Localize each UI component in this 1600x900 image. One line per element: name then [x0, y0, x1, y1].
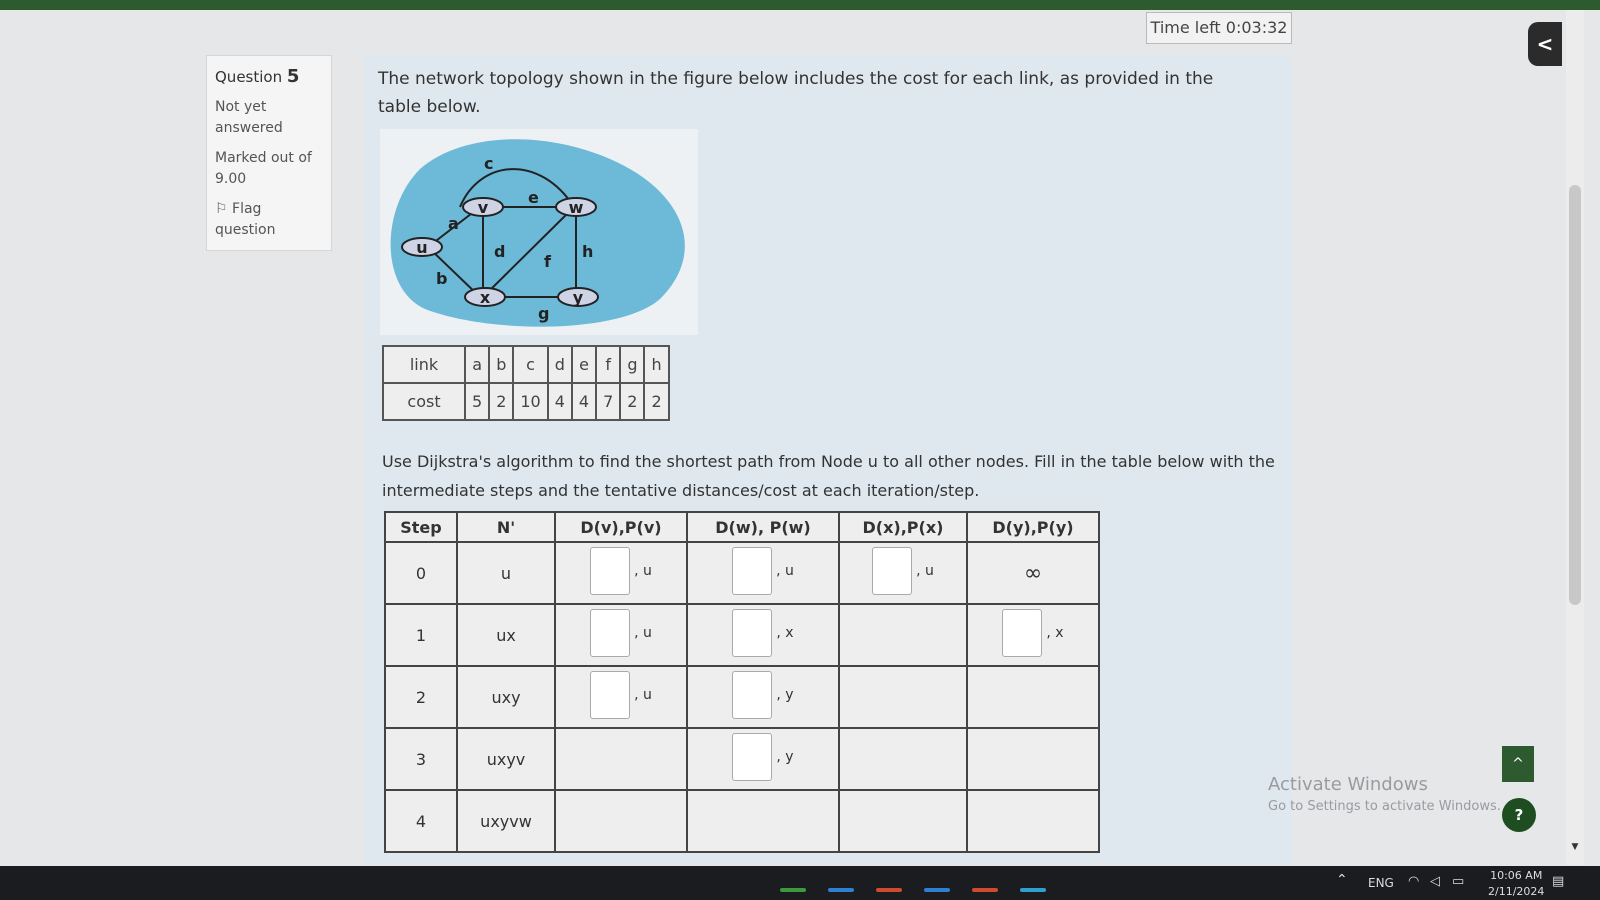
edge-g-label: g [538, 304, 550, 323]
taskbar-app-indicator[interactable] [828, 888, 854, 892]
column-header-dx: D(x),P(x) [839, 512, 967, 542]
n-prime-cell: u [457, 542, 555, 604]
distance-answer-group [590, 609, 652, 657]
predecessor-label: , u [916, 563, 934, 579]
page-scrollbar[interactable] [1566, 10, 1584, 865]
taskbar-clock[interactable]: 10:06 AM 2/11/2024 [1488, 869, 1545, 898]
link-cell: e [572, 346, 596, 383]
cost-header: cost [383, 383, 465, 420]
n-prime-cell: uxyv [457, 728, 555, 790]
notifications-icon[interactable]: ▤ [1552, 874, 1565, 889]
node-x [465, 288, 505, 307]
dijkstra-header-row [385, 512, 1099, 542]
node-w [556, 198, 596, 217]
chevron-up-icon: ^ [1512, 756, 1524, 772]
svg-text:x: x [479, 288, 491, 307]
windows-activation-notice: Activate Windows Go to Settings to activate Windows. [1268, 774, 1501, 814]
network-topology-svg [380, 129, 698, 335]
distance-static-value: ∞ [1023, 560, 1043, 586]
distance-cell [687, 542, 839, 604]
taskbar-app-indicator[interactable] [876, 888, 902, 892]
distance-answer-input[interactable] [732, 733, 772, 781]
cost-cell: 4 [548, 383, 572, 420]
dijkstra-row [385, 790, 1099, 852]
distance-cell [687, 666, 839, 728]
dijkstra-row [385, 666, 1099, 728]
edge-h-label: h [582, 242, 594, 261]
step-cell: 1 [385, 604, 457, 666]
wifi-icon[interactable]: ◠ [1408, 874, 1420, 889]
step-cell: 4 [385, 790, 457, 852]
windows-taskbar [0, 866, 1600, 900]
distance-cell [839, 790, 967, 852]
time-left-indicator: Time left 0:03:32 [1146, 12, 1292, 44]
predecessor-label: , y [776, 749, 794, 765]
svg-text:y: y [572, 288, 584, 307]
cost-cell: 7 [596, 383, 620, 420]
n-prime-cell: uxy [457, 666, 555, 728]
question-content [364, 55, 1292, 865]
dijkstra-instructions: Use Dijkstra's algorithm to find the shortest path from Node u to all other nodes. Fill in the table below with the intermediate steps and the tentative distances/cost at each iteration/step. [382, 452, 1275, 500]
node-u [402, 238, 442, 257]
predecessor-label: , x [1046, 625, 1064, 641]
scroll-down-arrow-icon[interactable]: ▼ [1571, 842, 1579, 852]
svg-text:u: u [416, 238, 428, 257]
back-to-top-button[interactable] [1502, 746, 1534, 782]
cost-cell: 10 [513, 383, 547, 420]
step-cell: 0 [385, 542, 457, 604]
question-marks: Marked out of 9.00 [215, 150, 312, 187]
cost-cell: 2 [644, 383, 668, 420]
distance-answer-group [732, 671, 793, 719]
distance-cell [967, 542, 1099, 604]
distance-answer-input[interactable] [1002, 609, 1042, 657]
cost-cell: 5 [465, 383, 489, 420]
flag-question-link[interactable]: ⚐ Flag question [215, 201, 276, 238]
taskbar-app-icons [780, 888, 1046, 892]
distance-answer-group [1002, 609, 1063, 657]
cost-cell: 2 [489, 383, 513, 420]
link-header: link [383, 346, 465, 383]
distance-cell [555, 790, 687, 852]
cost-row [383, 383, 669, 420]
link-cell: d [548, 346, 572, 383]
node-y [558, 288, 598, 307]
distance-answer-group [590, 671, 652, 719]
distance-answer-input[interactable] [732, 609, 772, 657]
column-header-n-prime: N' [457, 512, 555, 542]
predecessor-label: , u [634, 625, 652, 641]
network-topology-figure [380, 129, 698, 335]
dijkstra-row [385, 728, 1099, 790]
distance-answer-group [732, 547, 794, 595]
taskbar-app-indicator[interactable] [780, 888, 806, 892]
dijkstra-row [385, 542, 1099, 604]
top-nav-bar [0, 0, 1600, 10]
n-prime-cell: uxyvw [457, 790, 555, 852]
distance-cell [839, 542, 967, 604]
taskbar-app-indicator[interactable] [924, 888, 950, 892]
distance-cell [967, 604, 1099, 666]
link-cell: h [644, 346, 668, 383]
link-cell: f [596, 346, 620, 383]
svg-text:v: v [477, 198, 489, 217]
taskbar-app-indicator[interactable] [1020, 888, 1046, 892]
distance-cell [555, 604, 687, 666]
svg-text:w: w [568, 198, 584, 217]
predecessor-label: , x [776, 625, 794, 641]
distance-answer-input[interactable] [732, 547, 772, 595]
link-row [383, 346, 669, 383]
question-info-panel [206, 55, 332, 251]
distance-cell [687, 604, 839, 666]
volume-icon[interactable]: ◁ [1430, 874, 1440, 889]
distance-cell [839, 666, 967, 728]
step-cell: 2 [385, 666, 457, 728]
step-cell: 3 [385, 728, 457, 790]
cost-cell: 4 [572, 383, 596, 420]
distance-answer-group [872, 547, 934, 595]
dijkstra-answer-table [384, 511, 1100, 853]
distance-answer-group [732, 609, 793, 657]
link-cell: g [620, 346, 644, 383]
network-cloud [391, 139, 685, 326]
distance-cell [967, 666, 1099, 728]
chevron-left-icon: < [1536, 32, 1554, 56]
edge-e-label: e [528, 188, 539, 207]
predecessor-label: , u [634, 563, 652, 579]
link-cell: a [465, 346, 489, 383]
scrollbar-thumb[interactable] [1569, 185, 1581, 605]
column-header-dv: D(v),P(v) [555, 512, 687, 542]
distance-cell [555, 666, 687, 728]
distance-cell [555, 542, 687, 604]
predecessor-label: , u [776, 563, 794, 579]
column-header-step: Step [385, 512, 457, 542]
edge-f-label: f [544, 252, 551, 271]
distance-cell [967, 728, 1099, 790]
distance-answer-input[interactable] [872, 547, 912, 595]
distance-cell [839, 604, 967, 666]
tray-overflow-chevron-icon[interactable]: ⌃ [1336, 872, 1348, 888]
question-status: Not yet answered [215, 99, 283, 136]
distance-answer-input[interactable] [590, 547, 630, 595]
distance-answer-input[interactable] [732, 671, 772, 719]
node-v [463, 198, 503, 217]
distance-answer-group [590, 547, 652, 595]
dijkstra-table-body [385, 542, 1099, 852]
battery-icon[interactable]: ▭ [1452, 874, 1465, 889]
distance-answer-input[interactable] [590, 609, 630, 657]
column-header-dy: D(y),P(y) [967, 512, 1099, 542]
column-header-dw: D(w), P(w) [687, 512, 839, 542]
edge-d-label: d [494, 242, 506, 261]
edge-c-label: c [484, 154, 494, 173]
language-indicator[interactable]: ENG [1368, 876, 1394, 890]
cost-cell: 2 [620, 383, 644, 420]
distance-cell [967, 790, 1099, 852]
distance-cell [555, 728, 687, 790]
distance-answer-group [732, 733, 793, 781]
n-prime-cell: ux [457, 604, 555, 666]
link-cost-table [382, 345, 670, 421]
dijkstra-row [385, 604, 1099, 666]
question-mark-icon: ? [1514, 806, 1524, 824]
distance-cell [687, 728, 839, 790]
distance-answer-input[interactable] [590, 671, 630, 719]
edge-a-label: a [448, 214, 459, 233]
predecessor-label: , y [776, 687, 794, 703]
distance-cell [839, 728, 967, 790]
question-number: Question 5 [215, 66, 300, 87]
predecessor-label: , u [634, 687, 652, 703]
link-cell: c [513, 346, 547, 383]
question-prompt: The network topology shown in the figure below includes the cost for each link, as provided in the table below. [378, 69, 1214, 117]
flag-icon: ⚐ [215, 201, 228, 217]
distance-cell [687, 790, 839, 852]
taskbar-app-indicator[interactable] [972, 888, 998, 892]
edge-b-label: b [436, 269, 448, 288]
link-cell: b [489, 346, 513, 383]
help-button[interactable] [1502, 798, 1536, 832]
drawer-toggle-button[interactable] [1528, 22, 1562, 66]
